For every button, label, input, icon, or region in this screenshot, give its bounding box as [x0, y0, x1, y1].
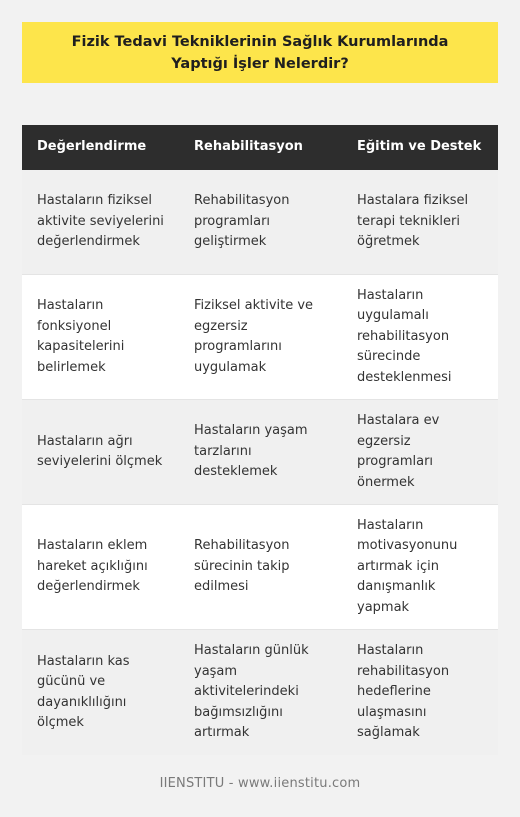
- table-cell: Hastaların rehabilitasyon hedeflerine ulaşmasını sağlamak: [357, 643, 450, 741]
- table-cell: Hastaların motivasyonunu artırmak için danışmanlık yapmak: [357, 517, 458, 615]
- column-header-rehabilitasyon: Rehabilitasyon: [194, 139, 303, 155]
- table-row: [22, 275, 498, 400]
- page-title: Fizik Tedavi Tekniklerinin Sağlık Kurumlarında Yaptığı İşler Nelerdir?: [71, 33, 449, 72]
- table-cell: Fiziksel aktivite ve egzersiz programlarını uygulamak: [194, 298, 314, 375]
- footer-credit: IIENSTITU - www.iienstitu.com: [159, 776, 361, 791]
- column-header-egitim-destek: Eğitim ve Destek: [357, 139, 482, 155]
- table-cell: Hastaların yaşam tarzlarını desteklemek: [194, 423, 308, 480]
- table-cell: Hastalara fiziksel terapi teknikleri öğretmek: [357, 193, 469, 250]
- table-cell: Hastaların günlük yaşam aktivitelerindeki bağımsızlığını artırmak: [194, 643, 309, 741]
- table-cell: Rehabilitasyon sürecinin takip edilmesi: [194, 538, 290, 595]
- table-row: [22, 400, 498, 505]
- table-cell: Hastaların kas gücünü ve dayanıklılığını ölçmek: [37, 653, 130, 730]
- column-header-degerlendirme: Değerlendirme: [37, 139, 147, 155]
- table-cell: Hastaların ağrı seviyelerini ölçmek: [37, 433, 163, 469]
- table-cell: Rehabilitasyon programları geliştirmek: [194, 193, 290, 250]
- info-table: [22, 125, 498, 755]
- table-row: [22, 170, 498, 275]
- table-cell: Hastaların fonksiyonel kapasitelerini belirlemek: [37, 298, 125, 375]
- table-row: [22, 630, 498, 755]
- table-header-row: [22, 125, 498, 170]
- table-cell: Hastaların eklem hareket açıklığını değerlendirmek: [37, 538, 148, 595]
- title-banner: [22, 22, 498, 83]
- table-cell: Hastalara ev egzersiz programları önermek: [357, 413, 440, 490]
- table-cell: Hastaların fiziksel aktivite seviyelerini değerlendirmek: [37, 193, 164, 250]
- table-row: [22, 505, 498, 630]
- table-cell: Hastaların uygulamalı rehabilitasyon sürecinde desteklenmesi: [357, 287, 452, 385]
